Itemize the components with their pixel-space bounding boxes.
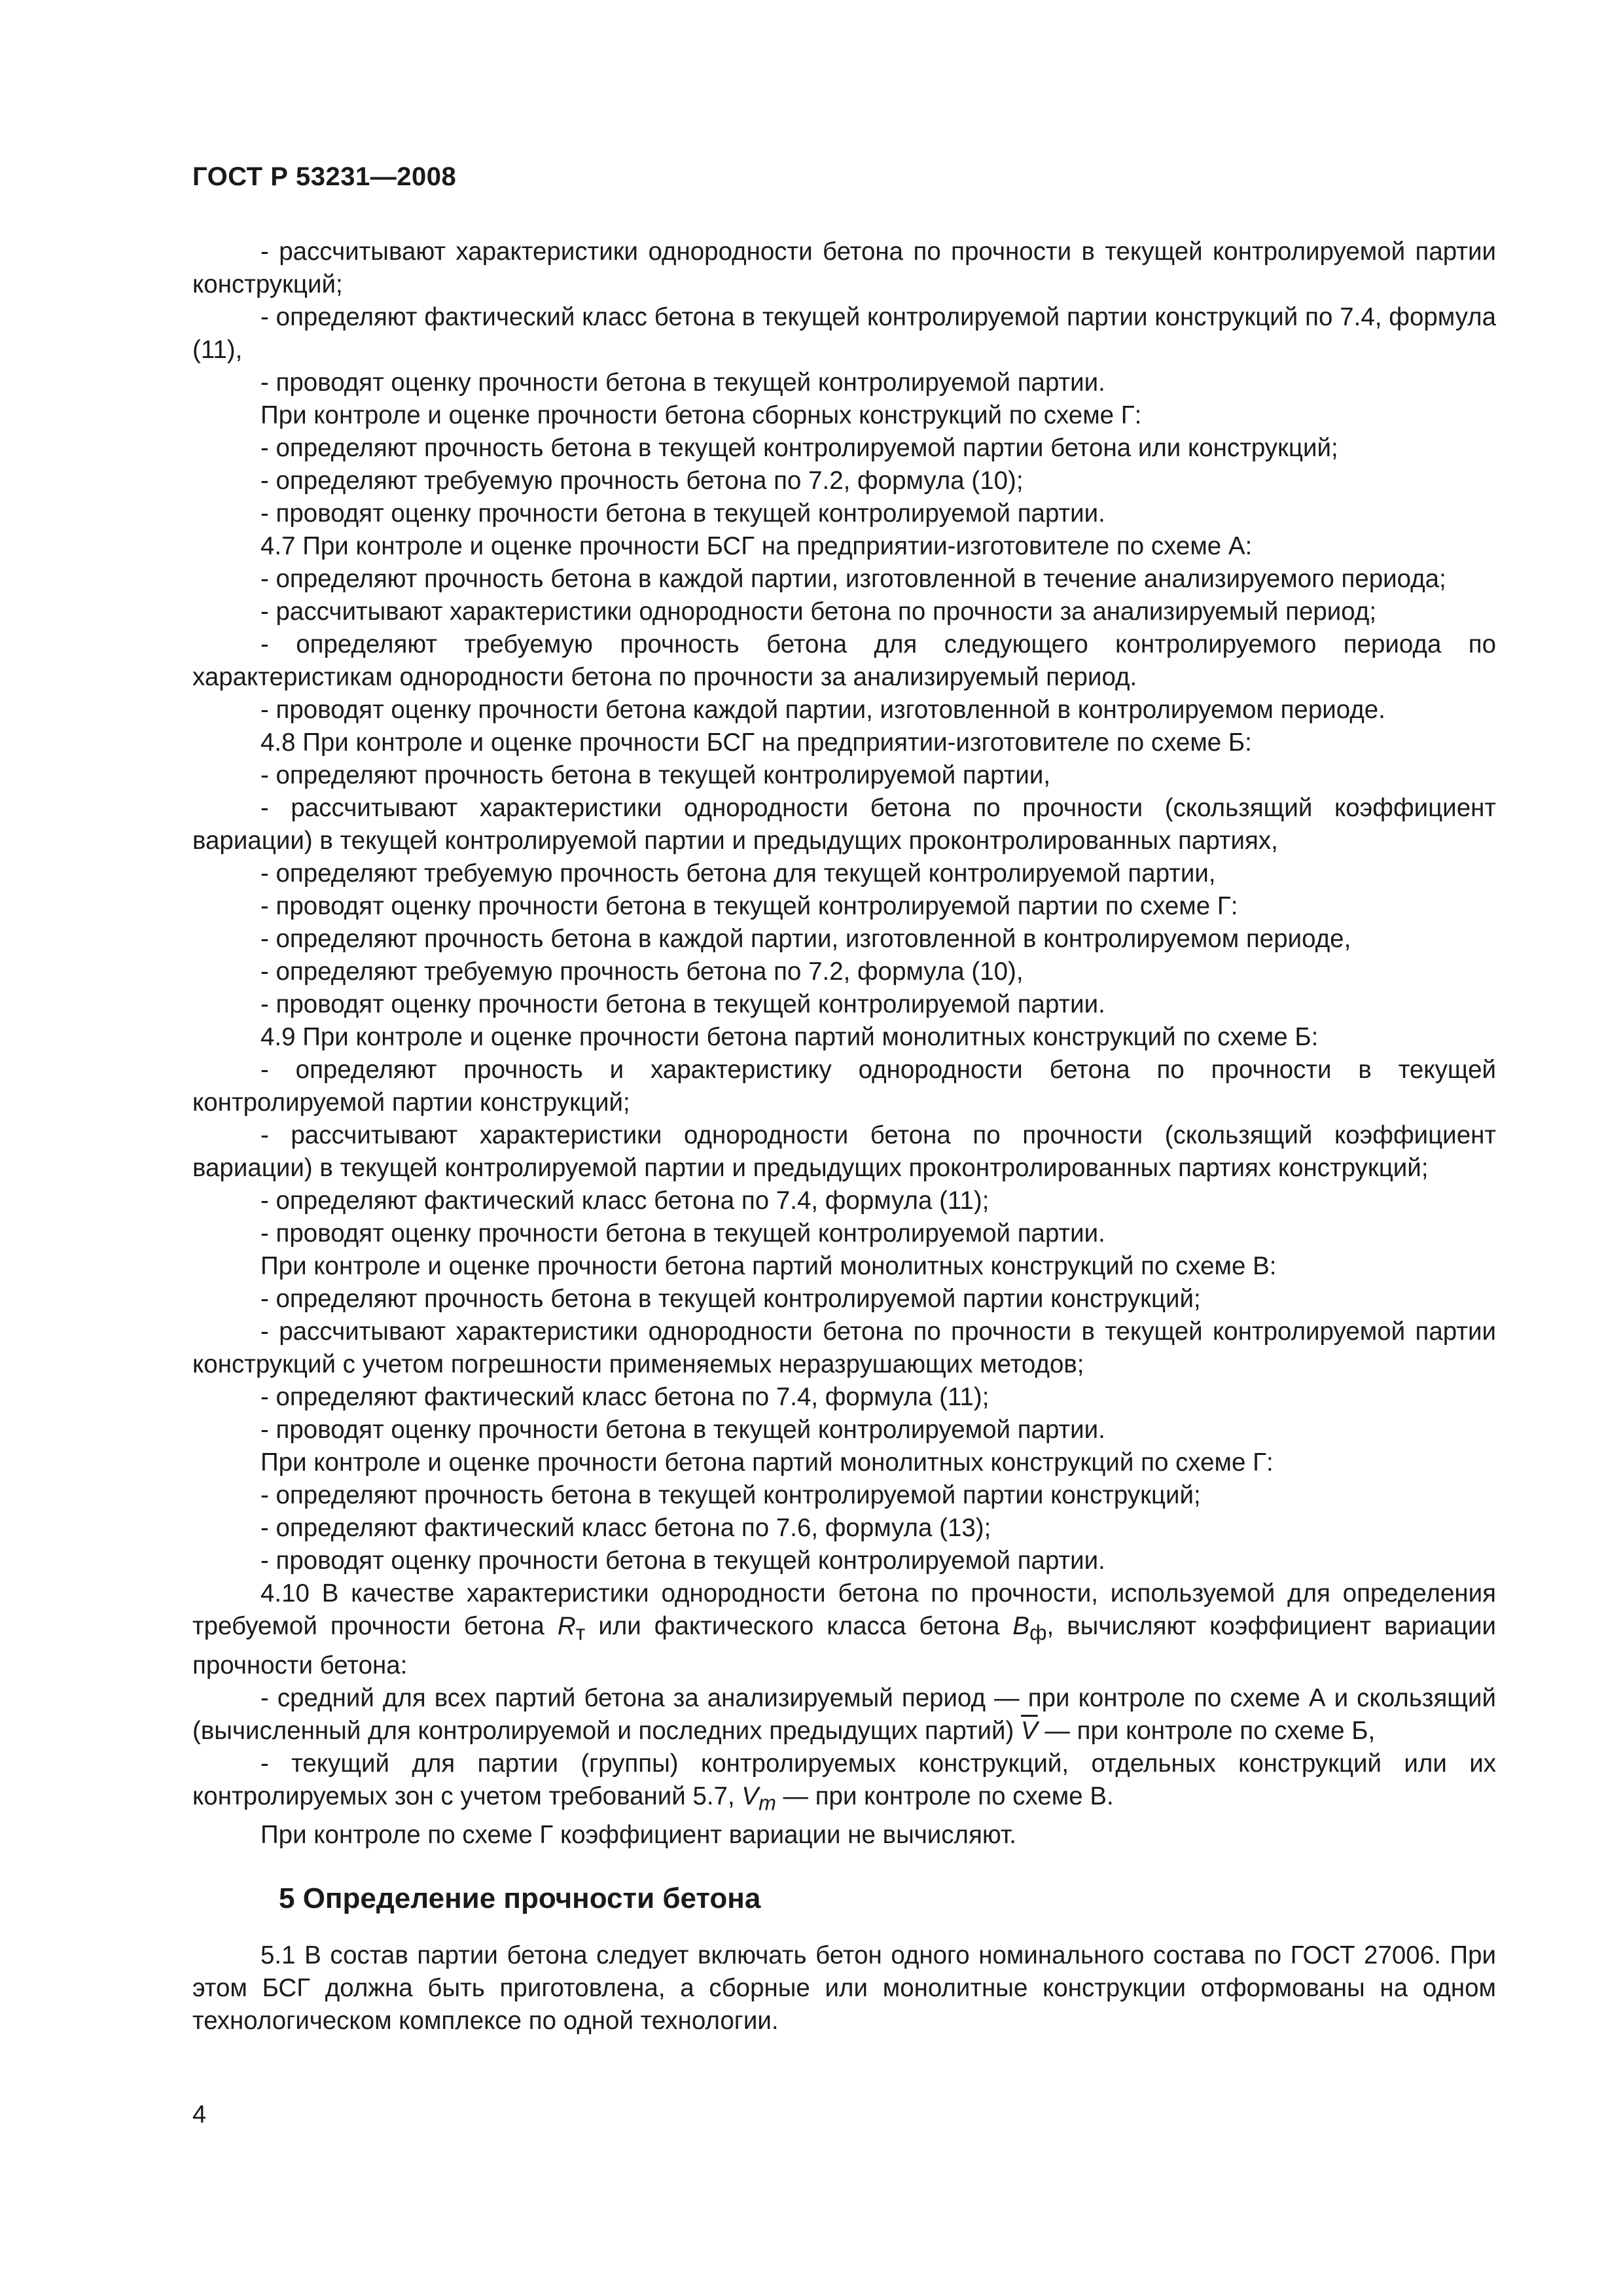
paragraph: - рассчитывают характеристики однородности бетона по прочности в текущей контролируемой партии конструкций; bbox=[192, 238, 1496, 298]
subscript-t: т bbox=[575, 1621, 586, 1645]
paragraph-5-1: 5.1 В состав партии бетона следует включать бетон одного номинального состава по ГОСТ 27006. При этом БСГ должна быть приготовлена, а сборные или монолитные конструкции отформованы на одном технологическом комплексе по одной технологии. bbox=[192, 1941, 1496, 2036]
document-header: ГОСТ Р 53231—2008 bbox=[192, 162, 457, 191]
paragraph-4-10 bbox=[192, 1577, 1496, 1682]
paragraph: - определяют прочность бетона в каждой партии, изготовленной в течение анализируемого периода; bbox=[260, 565, 1446, 593]
paragraph: - проводят оценку прочности бетона каждой партии, изготовленной в контролируемом периоде. bbox=[260, 696, 1385, 724]
symbol-r: R bbox=[557, 1612, 576, 1640]
paragraph: - определяют прочность бетона в каждой партии, изготовленной в контролируемом периоде, bbox=[260, 925, 1351, 953]
paragraph: - определяют требуемую прочность бетона для следующего контролируемого периода по характеристикам однородности бетона по прочности за анализируемый период. bbox=[192, 630, 1496, 691]
paragraph: - определяют фактический класс бетона по 7.4, формула (11); bbox=[260, 1383, 990, 1411]
paragraph: - определяют прочность и характеристику однородности бетона по прочности в текущей контролируемой партии конструкций; bbox=[192, 1056, 1496, 1117]
text-span: — при контроле по схеме В. bbox=[776, 1782, 1114, 1810]
paragraph: - определяют фактический класс бетона в текущей контролируемой партии конструкций по 7.4, формула (11), bbox=[192, 303, 1496, 364]
text-span: 4.10 В качестве характеристики однородности бетона по прочности, используемой для определения требуемой прочности бетона bbox=[192, 1579, 1496, 1640]
paragraph: - проводят оценку прочности бетона в текущей контролируемой партии. bbox=[260, 1547, 1105, 1575]
paragraph: - проводят оценку прочности бетона в текущей контролируемой партии. bbox=[260, 1219, 1105, 1247]
paragraph: - определяют требуемую прочность бетона по 7.2, формула (10), bbox=[260, 958, 1024, 986]
paragraph: При контроле по схеме Г коэффициент вариации не вычисляют. bbox=[260, 1821, 1016, 1850]
list-item-current bbox=[192, 1748, 1496, 1820]
symbol-b: B bbox=[1012, 1612, 1030, 1640]
paragraph: - определяют прочность бетона в текущей контролируемой партии бетона или конструкций; bbox=[260, 434, 1338, 462]
text-span: - текущий для партии (группы) контролируемых конструкций, отдельных конструкций или их контролируемых зон с учетом требований 5.7, bbox=[192, 1749, 1496, 1810]
paragraph: - определяют фактический класс бетона по 7.4, формула (11); bbox=[260, 1187, 990, 1215]
paragraph: - проводят оценку прочности бетона в текущей контролируемой партии по схеме Г: bbox=[260, 892, 1238, 920]
symbol-v: V bbox=[741, 1782, 759, 1810]
subscript-f: ф bbox=[1029, 1621, 1047, 1645]
section-heading: 5 Определение прочности бетона bbox=[279, 1882, 761, 1915]
subscript-m: m bbox=[758, 1791, 776, 1815]
text-span: - средний для всех партий бетона за анализируемый период — при контроле по схеме А и скользящий (вычисленный для контролируемой и последних предыдущих партий) bbox=[192, 1683, 1496, 1745]
list-item-average bbox=[192, 1682, 1496, 1748]
paragraph: - проводят оценку прочности бетона в текущей контролируемой партии. bbox=[260, 499, 1105, 528]
document-body bbox=[192, 236, 1496, 2037]
paragraph: При контроле и оценке прочности бетона партий монолитных конструкций по схеме Г: bbox=[260, 1448, 1274, 1477]
paragraph: - проводят оценку прочности бетона в текущей контролируемой партии. bbox=[260, 1416, 1105, 1444]
page-number: 4 bbox=[192, 2101, 207, 2128]
paragraph: - определяют требуемую прочность бетона для текущей контролируемой партии, bbox=[260, 859, 1216, 888]
paragraph: 4.7 При контроле и оценке прочности БСГ на предприятии-изготовителе по схеме А: bbox=[260, 532, 1253, 560]
paragraph: 4.9 При контроле и оценке прочности бетона партий монолитных конструкций по схеме Б: bbox=[260, 1023, 1319, 1051]
paragraph: - определяют прочность бетона в текущей контролируемой партии, bbox=[260, 761, 1051, 789]
text-span: , вычисляют коэффициент вариации прочности бетона: bbox=[192, 1612, 1496, 1679]
paragraph: - рассчитывают характеристики однородности бетона по прочности в текущей контролируемой партии конструкций с учетом погрешности применяемых неразрушающих методов; bbox=[192, 1318, 1496, 1378]
paragraph: 4.8 При контроле и оценке прочности БСГ на предприятии-изготовителе по схеме Б: bbox=[260, 728, 1252, 757]
text-span: или фактического класса бетона bbox=[585, 1612, 1013, 1640]
text-span: — при контроле по схеме Б, bbox=[1037, 1716, 1376, 1745]
paragraph: - проводят оценку прочности бетона в текущей контролируемой партии. bbox=[260, 990, 1105, 1018]
paragraph: При контроле и оценке прочности бетона сборных конструкций по схеме Г: bbox=[260, 401, 1142, 429]
paragraph: - определяют прочность бетона в текущей контролируемой партии конструкций; bbox=[260, 1285, 1201, 1313]
paragraph: - рассчитывают характеристики однородности бетона по прочности за анализируемый период; bbox=[260, 598, 1377, 626]
paragraph: - рассчитывают характеристики однородности бетона по прочности (скользящий коэффициент вариации) в текущей контролируемой партии и предыдущих проконтролированных партиях конструкций; bbox=[192, 1121, 1496, 1182]
paragraph: - определяют требуемую прочность бетона по 7.2, формула (10); bbox=[260, 467, 1024, 495]
symbol-v-bar: $\overline{V}$ bbox=[1021, 1716, 1038, 1745]
paragraph: При контроле и оценке прочности бетона партий монолитных конструкций по схеме В: bbox=[260, 1252, 1277, 1280]
paragraph: - определяют прочность бетона в текущей контролируемой партии конструкций; bbox=[260, 1481, 1201, 1509]
paragraph: - рассчитывают характеристики однородности бетона по прочности (скользящий коэффициент вариации) в текущей контролируемой партии и предыдущих проконтролированных партиях, bbox=[192, 794, 1496, 855]
paragraph: - проводят оценку прочности бетона в текущей контролируемой партии. bbox=[260, 368, 1105, 397]
paragraph: - определяют фактический класс бетона по 7.6, формула (13); bbox=[260, 1514, 991, 1542]
